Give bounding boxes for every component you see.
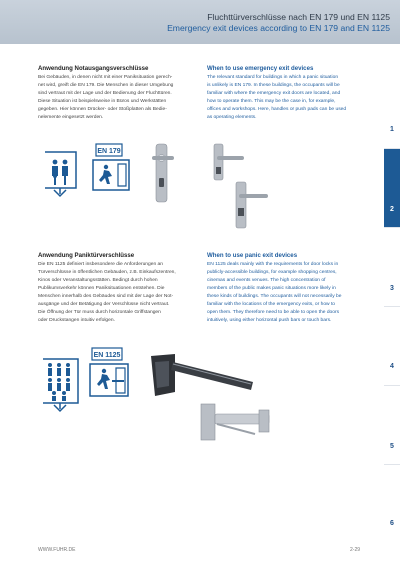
chapter-tab-label: 2 [390,206,394,213]
lever-handle-photo [148,142,178,204]
group-people-icon [45,152,76,196]
chapter-tab-2[interactable] [384,149,400,227]
exit-sign-icon [93,144,129,190]
section1-title-en: When to use emergency exit devices [207,65,314,72]
chapter-tab-label: 1 [390,126,394,133]
footer-website[interactable]: WWW.FUHR.DE [38,547,76,553]
en179-badge: EN 179 [97,148,121,155]
touch-bar-photo [195,400,275,445]
section1-text-en: The relevant standard for buildings in which a panic situation is unlikely is EN 179. In these buildings, the occupants will be familiar with where the emergency exit doors are located, and how to operate them. This may be the case in, for example, offices and workshops. Here, handles or push pads can be used as operating elements. [207,75,347,120]
chapter-tab-6[interactable] [384,465,400,543]
chapter-tab-label: 4 [390,363,394,370]
en1125-badge: EN 1125 [93,352,121,359]
header-title-de: Fluchttürverschlüsse nach EN 179 und EN 1125 [207,12,390,22]
section2-title-en: When to use panic exit devices [207,252,298,259]
section2-text-en: EN 1125 deals mainly with the requirements for door locks in publicly-accessible buildings, for example shopping centres, cinemas and events venues. The high concentration of members of the public makes panic situations more likely in these kinds of buildings. The occupants will not necessarily be familiar with the locations of the emergency exits, or how to open them. They therefore need to be able to open the doors intuitively, using either horizontal push bars or touch bars. [207,262,342,323]
section2-title-de: Anwendung Paniktürverschlüsse [38,252,135,259]
lever-handle-photo [206,142,246,182]
chapter-tab-label: 6 [390,520,394,527]
crowd-people-icon [43,359,78,411]
header-title-en: Emergency exit devices according to EN 179 and EN 1125 [167,23,390,33]
section1-title-de: Anwendung Notausgangsverschlüsse [38,65,149,72]
chapter-tab-5[interactable] [384,386,400,464]
page-number: 2-29 [350,547,361,553]
section1-text-de: Bei Gebäuden, in denen nicht mit einer Paniksituation gerech- net wird, greift die EN 179. Die Menschen in dieser Umgebung sind vertraut mit der Lage und der Bedienung der Fluchttüren. Diese Situation ist beispielsweise in Büros und Werkstätten gegeben. Hier können Drücker- oder Stoßplatten als Bedie- nelemente eingesetzt werden. [38,75,174,120]
chapter-tab-3[interactable] [384,228,400,306]
en1125-pictogram [38,345,142,415]
chapter-tab-label: 5 [390,443,394,450]
chapter-tab-4[interactable] [384,307,400,385]
exit-sign-icon [90,348,128,396]
en179-pictogram [38,140,142,200]
chapter-tab-1[interactable] [384,70,400,148]
section2-text-de: Die EN 1125 definiert insbesondere die Anforderungen an Türverschlüsse in öffentlichen Gebäuden, z.B. Einkaufszentren, Kinos oder Veranstaltungsstätten. Bedingt durch hohen Publikumsverkehr können Paniksituationen entstehen. Die Menschen innerhalb des Gebäudes sind mit der Lage der Not- ausgänge und der Betätigung der Verschlüsse nicht vertraut. Die Öffnung der Tür muss durch horizontale Griffstangen oder Druckstangen intuitiv erfolgen. [38,262,176,323]
lever-handle-photo [226,180,270,232]
push-bar-photo [145,352,257,400]
page-header [0,0,400,44]
chapter-tab-label: 3 [390,285,394,292]
